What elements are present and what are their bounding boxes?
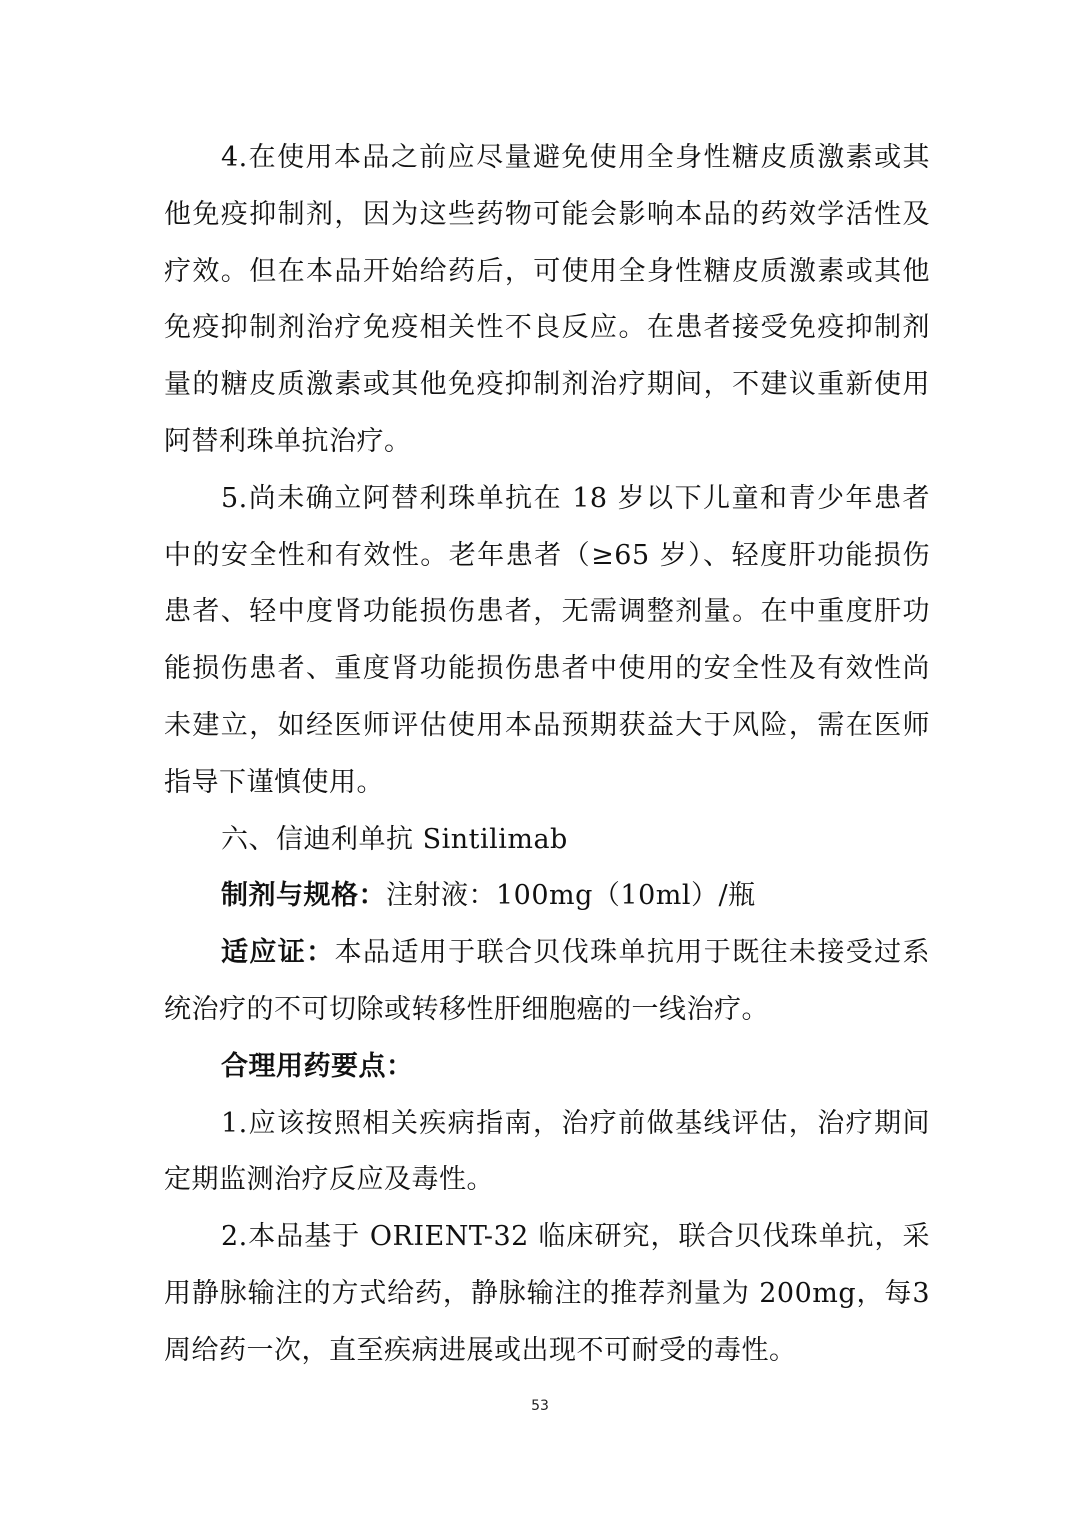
key-points-label: 合理用药要点：: [221, 1050, 414, 1082]
paragraph-sintilimab-point-2: 2.本品基于 ORIENT-32 临床研究，联合贝伐珠单抗，采用静脉输注的方式给药，静脉输注的推荐剂量为 200mg，每3 周给药一次，直至疾病进展或出现不可耐受的毒性。: [164, 1221, 930, 1366]
paragraph-sintilimab-point-1: 1.应该按照相关疾病指南，治疗前做基线评估，治疗期间定期监测治疗反应及毒性。: [164, 1107, 930, 1196]
paragraph-indication: [164, 925, 930, 1039]
paragraph-atezolizumab-point-4: 4.在使用本品之前应尽量避免使用全身性糖皮质激素或其他免疫抑制剂，因为这些药物可能会影响本品的药效学活性及疗效。但在本品开始给药后，可使用全身性糖皮质激素或其他免疫抑制剂治疗免疫相关性不良反应。在患者接受免疫抑制剂量的糖皮质激素或其他免疫抑制剂治疗期间，不建议重新使用阿替利珠单抗治疗。: [164, 142, 930, 457]
section-heading-sintilimab: 六、信迪利单抗 Sintilimab: [221, 823, 568, 855]
paragraph-key-points-heading: [164, 1039, 930, 1096]
formulation-label: 制剂与规格：: [221, 880, 386, 912]
paragraph-formulation: [164, 868, 930, 925]
indication-label: 适应证：: [221, 937, 335, 969]
document-body: [164, 130, 930, 1380]
page-number: 53: [531, 1398, 549, 1414]
paragraph-atezolizumab-point-5: 5.尚未确立阿替利珠单抗在 18 岁以下儿童和青少年患者中的安全性和有效性。老年患者（≥65 岁）、轻度肝功能损伤患者、轻中度肾功能损伤患者，无需调整剂量。在中重度肝功能损伤患者、重度肾功能损伤患者中使用的安全性及有效性尚未建立，如经医师评估使用本品预期获益大于风险，需在医师指导下谨慎使用。: [164, 482, 930, 798]
formulation-text: 注射液：100mg（10ml）/瓶: [386, 880, 756, 912]
indication-text: 本品适用于联合贝伐珠单抗用于既往未接受过系统治疗的不可切除或转移性肝细胞癌的一线治疗。: [164, 937, 931, 1025]
